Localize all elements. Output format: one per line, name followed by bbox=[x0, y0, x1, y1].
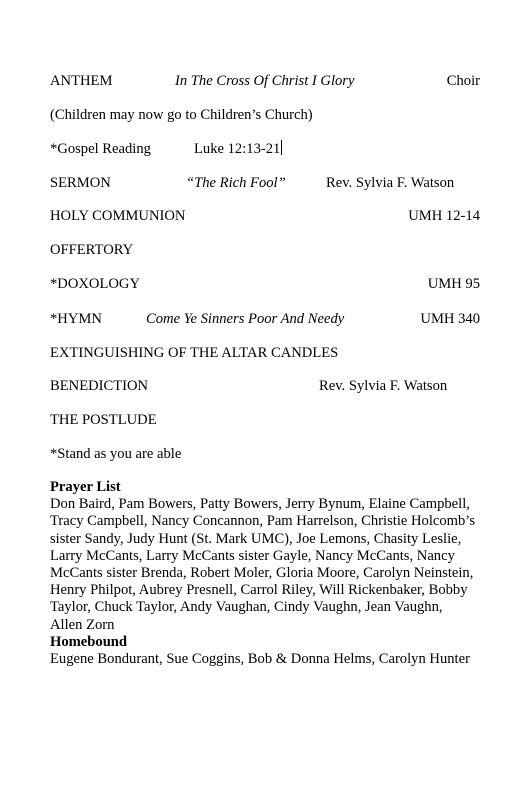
doxology-label: *DOXOLOGY bbox=[50, 276, 140, 292]
prayer-list-line: Tracy Campbell, Nancy Concannon, Pam Harrelson, Christie Holcomb’s bbox=[50, 513, 476, 530]
prayer-list-line: Larry McCants, Larry McCants sister Gayle, Nancy McCants, Nancy bbox=[50, 547, 455, 564]
sermon-speaker: Rev. Sylvia F. Watson bbox=[326, 175, 455, 191]
doxology-row bbox=[50, 274, 480, 294]
sermon-label: SERMON bbox=[50, 175, 111, 191]
children-note-row bbox=[50, 105, 480, 125]
sermon-row bbox=[50, 173, 480, 193]
prayer-list-line: Don Baird, Pam Bowers, Patty Bowers, Jerry Bynum, Elaine Campbell, bbox=[50, 496, 470, 513]
prayer-list-heading: Prayer List bbox=[50, 479, 121, 495]
offertory-label: OFFERTORY bbox=[50, 242, 134, 258]
gospel-reference-wrap bbox=[194, 139, 282, 159]
communion-label: HOLY COMMUNION bbox=[50, 208, 186, 224]
anthem-title: In The Cross Of Christ I Glory bbox=[175, 73, 355, 89]
offertory-row bbox=[50, 240, 480, 260]
candles-row bbox=[50, 343, 480, 363]
prayer-list-line: Taylor, Chuck Taylor, Andy Vaughan, Cindy Vaughn, Jean Vaughn, bbox=[50, 599, 443, 616]
homebound-heading: Homebound bbox=[50, 633, 128, 650]
prayer-list-line: McCants sister Brenda, Robert Moler, Gloria Moore, Carolyn Neinstein, bbox=[50, 565, 474, 582]
prayer-list-line: Henry Philpot, Aubrey Presnell, Carrol Riley, Will Rickenbaker, Bobby bbox=[50, 582, 468, 599]
hymn-title: Come Ye Sinners Poor And Needy bbox=[146, 311, 345, 327]
children-note: (Children may now go to Children’s Church) bbox=[50, 107, 313, 123]
benediction-label: BENEDICTION bbox=[50, 378, 149, 394]
gospel-reference: Luke 12:13-21 bbox=[194, 141, 281, 157]
anthem-label: ANTHEM bbox=[50, 73, 113, 89]
sermon-title: “The Rich Fool” bbox=[186, 175, 286, 191]
gospel-reading-row bbox=[50, 139, 480, 159]
hymn-reference: UMH 340 bbox=[420, 311, 480, 327]
anthem-row bbox=[50, 71, 480, 91]
homebound-line: Eugene Bondurant, Sue Coggins, Bob & Donna Helms, Carolyn Hunter bbox=[50, 651, 470, 668]
prayer-list-line: Allen Zorn bbox=[50, 616, 115, 633]
benediction-row bbox=[50, 376, 480, 396]
holy-communion-row bbox=[50, 206, 480, 226]
hymn-label: *HYMN bbox=[50, 311, 102, 327]
hymn-row bbox=[50, 309, 480, 329]
postlude-row bbox=[50, 410, 480, 430]
stand-note-row bbox=[50, 444, 480, 464]
postlude-label: THE POSTLUDE bbox=[50, 412, 157, 428]
anthem-performer: Choir bbox=[446, 73, 480, 89]
text-cursor bbox=[281, 140, 282, 155]
benediction-speaker: Rev. Sylvia F. Watson bbox=[319, 378, 448, 394]
candles-label: EXTINGUISHING OF THE ALTAR CANDLES bbox=[50, 345, 339, 361]
prayer-list-line: sister Sandy, Judy Hunt (St. Mark UMC), Joe Lemons, Chasity Leslie, bbox=[50, 530, 462, 547]
gospel-label: *Gospel Reading bbox=[50, 141, 151, 157]
stand-note: *Stand as you are able bbox=[50, 446, 182, 462]
doxology-reference: UMH 95 bbox=[427, 276, 480, 292]
communion-reference: UMH 12-14 bbox=[408, 208, 480, 224]
prayer-list-section bbox=[50, 479, 490, 668]
